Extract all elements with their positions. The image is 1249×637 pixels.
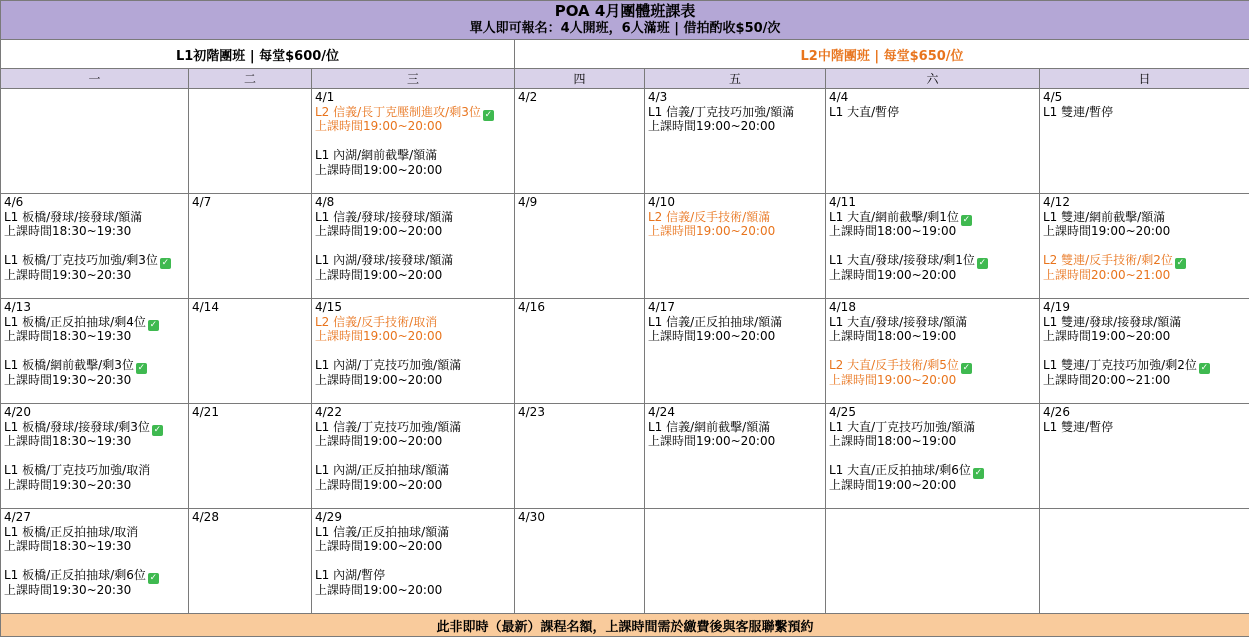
cell-spacer <box>4 239 185 254</box>
class-time: 上課時間19:00~20:00 <box>829 478 1036 493</box>
class-title-line <box>1043 210 1246 225</box>
cell-spacer <box>1043 239 1246 254</box>
class-time: 上課時間19:00~20:00 <box>648 329 822 344</box>
calendar-cell[interactable] <box>515 404 645 509</box>
class-title-line <box>315 525 511 540</box>
cell-date: 4/7 <box>192 195 308 210</box>
class-title-line <box>315 568 511 583</box>
class-time: 上課時間18:00~19:00 <box>829 224 1036 239</box>
class-title-line <box>315 420 511 435</box>
cell-date: 4/22 <box>315 405 511 420</box>
cell-date: 4/20 <box>4 405 185 420</box>
calendar-cell[interactable] <box>312 194 515 299</box>
class-title: L1 雙連/發球/接發球/額滿 <box>1043 315 1181 329</box>
cell-spacer <box>315 134 511 149</box>
class-title-line <box>829 358 1036 373</box>
footer-row <box>1 614 1249 637</box>
class-title-line <box>648 105 822 120</box>
cell-date: 4/28 <box>192 510 308 525</box>
calendar-cell[interactable] <box>1040 509 1249 614</box>
calendar-cell[interactable] <box>312 404 515 509</box>
class-title-line <box>1043 358 1246 373</box>
cell-date: 4/30 <box>518 510 641 525</box>
class-title-line <box>4 315 185 330</box>
class-title: L1 信義/網前截擊/額滿 <box>648 420 770 434</box>
class-title-line <box>4 420 185 435</box>
calendar-cell[interactable] <box>189 299 312 404</box>
class-title: L2 大直/反手技術/剩5位 <box>829 358 959 372</box>
class-time: 上課時間19:00~20:00 <box>829 373 1036 388</box>
class-title-line <box>315 315 511 330</box>
day-header-sun[interactable]: 日 <box>1040 69 1249 89</box>
class-title: L2 雙連/反手技術/剩2位 <box>1043 253 1173 267</box>
page-subtitle: 單人即可報名：4人開班，6人滿班 | 借拍酌收$50/次 <box>1 20 1249 37</box>
class-title-line <box>1043 105 1246 120</box>
calendar-cell[interactable] <box>515 194 645 299</box>
class-title: L1 大直/正反拍抽球/剩6位 <box>829 463 971 477</box>
class-time: 上課時間19:00~20:00 <box>315 539 511 554</box>
cell-date: 4/1 <box>315 90 511 105</box>
available-check-icon: ✓ <box>160 258 171 269</box>
available-check-icon: ✓ <box>961 215 972 226</box>
calendar-cell[interactable] <box>826 89 1040 194</box>
available-check-icon: ✓ <box>973 468 984 479</box>
week-row <box>1 299 1249 404</box>
class-title-line <box>1043 253 1246 268</box>
calendar-body <box>1 89 1249 614</box>
day-header-thu[interactable]: 四 <box>515 69 645 89</box>
cell-date: 4/5 <box>1043 90 1246 105</box>
class-time: 上課時間19:00~20:00 <box>315 119 511 134</box>
class-title-line <box>315 148 511 163</box>
class-title-line <box>648 210 822 225</box>
cell-date: 4/9 <box>518 195 641 210</box>
class-title: L1 板橋/正反拍抽球/剩6位 <box>4 568 146 582</box>
cell-date: 4/15 <box>315 300 511 315</box>
class-title: L1 大直/暫停 <box>829 105 899 119</box>
cell-date: 4/12 <box>1043 195 1246 210</box>
available-check-icon: ✓ <box>1175 258 1186 269</box>
calendar-cell[interactable] <box>645 509 826 614</box>
class-title: L1 板橋/丁克技巧加強/取消 <box>4 463 150 477</box>
class-title-line <box>648 420 822 435</box>
class-time: 上課時間20:00~21:00 <box>1043 373 1246 388</box>
l1-group-header[interactable]: L1初階團班 | 每堂$600/位 <box>1 40 515 69</box>
calendar-cell[interactable] <box>645 89 826 194</box>
calendar-cell[interactable] <box>1040 404 1249 509</box>
calendar-cell[interactable] <box>1 89 189 194</box>
class-title-line <box>4 253 185 268</box>
calendar-cell[interactable] <box>1040 299 1249 404</box>
class-time: 上課時間19:00~20:00 <box>315 268 511 283</box>
available-check-icon: ✓ <box>152 425 163 436</box>
week-row <box>1 194 1249 299</box>
class-title: L1 板橋/發球/接發球/額滿 <box>4 210 142 224</box>
cell-date: 4/29 <box>315 510 511 525</box>
cell-spacer <box>4 554 185 569</box>
class-title-line <box>4 210 185 225</box>
class-title-line <box>829 463 1036 478</box>
class-time: 上課時間19:00~20:00 <box>315 373 511 388</box>
class-time: 上課時間19:30~20:30 <box>4 583 185 598</box>
class-time: 上課時間19:30~20:30 <box>4 373 185 388</box>
calendar-cell[interactable] <box>645 194 826 299</box>
class-title-line <box>4 525 185 540</box>
class-time: 上課時間19:00~20:00 <box>315 583 511 598</box>
class-title: L1 大直/發球/接發球/額滿 <box>829 315 967 329</box>
cell-date: 4/3 <box>648 90 822 105</box>
available-check-icon: ✓ <box>136 363 147 374</box>
class-title-line <box>4 568 185 583</box>
class-title-line <box>1043 315 1246 330</box>
available-check-icon: ✓ <box>148 320 159 331</box>
class-title: L1 內湖/正反拍抽球/額滿 <box>315 463 449 477</box>
class-title: L1 板橋/丁克技巧加強/剩3位 <box>4 253 158 267</box>
class-title-line <box>315 358 511 373</box>
footer-note[interactable]: 此非即時（最新）課程名額，上課時間需於繳費後與客服聯繫預約 <box>1 614 1249 637</box>
cell-date: 4/4 <box>829 90 1036 105</box>
class-time: 上課時間19:00~20:00 <box>648 119 822 134</box>
class-title-line <box>829 420 1036 435</box>
class-time: 上課時間19:00~20:00 <box>315 434 511 449</box>
weekday-header-row <box>1 69 1249 89</box>
day-header-fri[interactable]: 五 <box>645 69 826 89</box>
class-time: 上課時間19:00~20:00 <box>648 224 822 239</box>
calendar-cell[interactable] <box>826 509 1040 614</box>
class-title: L2 信義/反手技術/額滿 <box>648 210 770 224</box>
class-time: 上課時間19:00~20:00 <box>648 434 822 449</box>
class-time: 上課時間19:00~20:00 <box>315 163 511 178</box>
cell-spacer <box>829 239 1036 254</box>
class-title: L1 內湖/暫停 <box>315 568 385 582</box>
class-title: L1 信義/丁克技巧加強/額滿 <box>648 105 794 119</box>
class-title-line <box>315 253 511 268</box>
class-title-line <box>829 315 1036 330</box>
calendar-cell[interactable] <box>826 404 1040 509</box>
cell-date: 4/6 <box>4 195 185 210</box>
calendar-cell[interactable] <box>1 404 189 509</box>
class-time: 上課時間19:00~20:00 <box>1043 224 1246 239</box>
calendar-cell[interactable] <box>1 194 189 299</box>
cell-date: 4/13 <box>4 300 185 315</box>
calendar-cell[interactable] <box>826 194 1040 299</box>
class-title: L1 信義/正反拍抽球/額滿 <box>648 315 782 329</box>
cell-date: 4/27 <box>4 510 185 525</box>
cell-date: 4/24 <box>648 405 822 420</box>
class-title: L1 板橋/正反拍抽球/剩4位 <box>4 315 146 329</box>
class-time: 上課時間18:00~19:00 <box>829 329 1036 344</box>
class-title: L1 信義/發球/接發球/額滿 <box>315 210 453 224</box>
class-title-line <box>315 210 511 225</box>
cell-spacer <box>315 554 511 569</box>
available-check-icon: ✓ <box>148 573 159 584</box>
class-title: L2 信義/長丁克壓制進攻/剩3位 <box>315 105 481 119</box>
class-time: 上課時間18:30~19:30 <box>4 539 185 554</box>
class-title: L1 板橋/網前截擊/剩3位 <box>4 358 134 372</box>
calendar-cell[interactable] <box>515 89 645 194</box>
week-row <box>1 404 1249 509</box>
cell-date: 4/8 <box>315 195 511 210</box>
cell-date: 4/2 <box>518 90 641 105</box>
class-title: L2 信義/反手技術/取消 <box>315 315 437 329</box>
calendar-cell[interactable] <box>312 509 515 614</box>
available-check-icon: ✓ <box>483 110 494 121</box>
cell-spacer <box>1043 344 1246 359</box>
class-title-line <box>4 463 185 478</box>
class-time: 上課時間20:00~21:00 <box>1043 268 1246 283</box>
calendar-cell[interactable] <box>189 404 312 509</box>
class-title: L1 大直/丁克技巧加強/額滿 <box>829 420 975 434</box>
class-title: L1 信義/正反拍抽球/額滿 <box>315 525 449 539</box>
cell-date: 4/16 <box>518 300 641 315</box>
class-title-line <box>4 358 185 373</box>
class-time: 上課時間18:00~19:00 <box>829 434 1036 449</box>
cell-date: 4/19 <box>1043 300 1246 315</box>
cell-date: 4/17 <box>648 300 822 315</box>
class-title-line <box>1043 420 1246 435</box>
day-header-mon[interactable]: 一 <box>1 69 189 89</box>
class-title-line <box>315 105 511 120</box>
calendar-cell[interactable] <box>1040 89 1249 194</box>
class-time: 上課時間19:30~20:30 <box>4 478 185 493</box>
cell-spacer <box>315 344 511 359</box>
class-time: 上課時間18:30~19:30 <box>4 329 185 344</box>
calendar-cell[interactable] <box>312 89 515 194</box>
cell-spacer <box>829 344 1036 359</box>
cell-spacer <box>315 449 511 464</box>
calendar-cell[interactable] <box>826 299 1040 404</box>
cell-date: 4/18 <box>829 300 1036 315</box>
class-time: 上課時間18:30~19:30 <box>4 434 185 449</box>
class-title: L1 信義/丁克技巧加強/額滿 <box>315 420 461 434</box>
week-row <box>1 509 1249 614</box>
day-header-tue[interactable]: 二 <box>189 69 312 89</box>
calendar-cell[interactable] <box>189 509 312 614</box>
cell-spacer <box>829 449 1036 464</box>
day-header-wed[interactable]: 三 <box>312 69 515 89</box>
class-title-line <box>829 105 1036 120</box>
cell-date: 4/26 <box>1043 405 1246 420</box>
available-check-icon: ✓ <box>977 258 988 269</box>
cell-date: 4/11 <box>829 195 1036 210</box>
page-title: POA 4月團體班課表 <box>1 3 1249 20</box>
class-time: 上課時間19:00~20:00 <box>315 224 511 239</box>
cell-spacer <box>315 239 511 254</box>
day-header-sat[interactable]: 六 <box>826 69 1040 89</box>
class-time: 上課時間19:00~20:00 <box>1043 329 1246 344</box>
class-title: L1 雙連/丁克技巧加強/剩2位 <box>1043 358 1197 372</box>
calendar-cell[interactable] <box>312 299 515 404</box>
calendar-cell[interactable] <box>515 299 645 404</box>
class-title: L1 板橋/發球/接發球/剩3位 <box>4 420 150 434</box>
calendar-cell[interactable] <box>1 299 189 404</box>
class-title: L1 內湖/發球/接發球/額滿 <box>315 253 453 267</box>
class-time: 上課時間19:30~20:30 <box>4 268 185 283</box>
cell-spacer <box>4 344 185 359</box>
class-title: L1 內湖/網前截擊/額滿 <box>315 148 437 162</box>
calendar-cell[interactable] <box>189 89 312 194</box>
class-title-line <box>829 210 1036 225</box>
calendar-cell[interactable] <box>515 509 645 614</box>
calendar-cell[interactable] <box>645 299 826 404</box>
class-title-line <box>315 463 511 478</box>
cell-date: 4/23 <box>518 405 641 420</box>
calendar-cell[interactable] <box>645 404 826 509</box>
class-title: L1 雙連/網前截擊/額滿 <box>1043 210 1165 224</box>
calendar-cell[interactable] <box>189 194 312 299</box>
group-row <box>1 40 1249 69</box>
cell-date: 4/21 <box>192 405 308 420</box>
class-title: L1 內湖/丁克技巧加強/額滿 <box>315 358 461 372</box>
class-title: L1 板橋/正反拍抽球/取消 <box>4 525 138 539</box>
class-title: L1 雙連/暫停 <box>1043 420 1113 434</box>
cell-date: 4/14 <box>192 300 308 315</box>
title-row <box>1 1 1249 40</box>
cell-date: 4/10 <box>648 195 822 210</box>
week-row <box>1 89 1249 194</box>
cell-spacer <box>4 449 185 464</box>
title-cell[interactable] <box>1 1 1249 40</box>
class-title-line <box>648 315 822 330</box>
cell-date: 4/25 <box>829 405 1036 420</box>
class-time: 上課時間19:00~20:00 <box>829 268 1036 283</box>
class-time: 上課時間19:00~20:00 <box>315 478 511 493</box>
class-title: L1 大直/網前截擊/剩1位 <box>829 210 959 224</box>
l2-group-header[interactable]: L2中階團班 | 每堂$650/位 <box>515 40 1249 69</box>
class-time: 上課時間18:30~19:30 <box>4 224 185 239</box>
class-title: L1 大直/發球/接發球/剩1位 <box>829 253 975 267</box>
calendar-cell[interactable] <box>1040 194 1249 299</box>
class-time: 上課時間19:00~20:00 <box>315 329 511 344</box>
available-check-icon: ✓ <box>1199 363 1210 374</box>
calendar-cell[interactable] <box>1 509 189 614</box>
class-title-line <box>829 253 1036 268</box>
class-title: L1 雙連/暫停 <box>1043 105 1113 119</box>
available-check-icon: ✓ <box>961 363 972 374</box>
